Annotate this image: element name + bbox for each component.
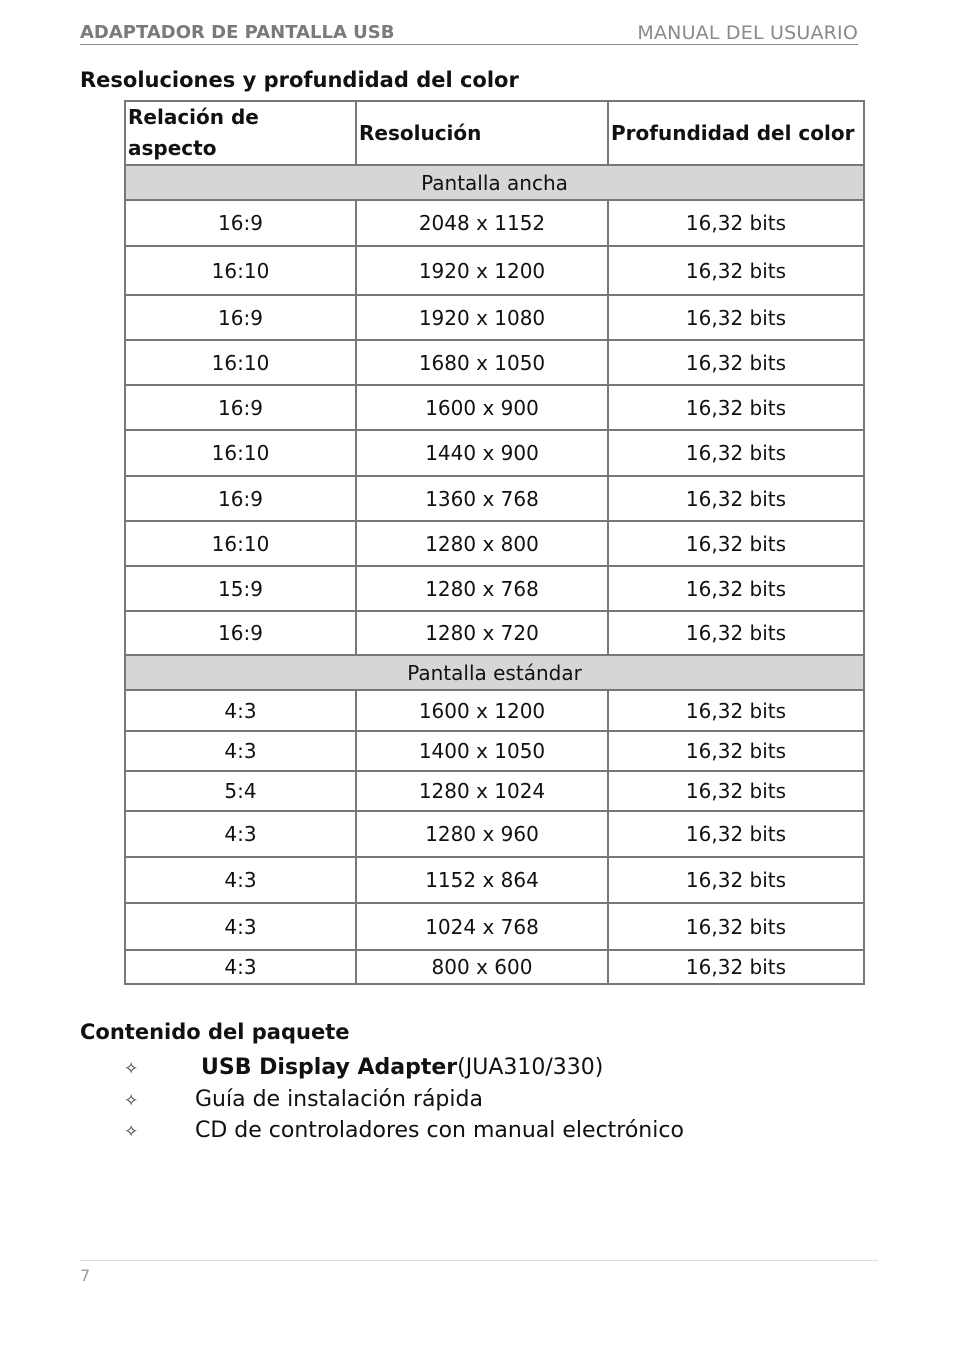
cell-resolution: 1280 x 960 (356, 811, 608, 857)
table-row (125, 430, 864, 476)
table-group-label: Pantalla ancha (125, 165, 864, 200)
package-title: Contenido del paquete (80, 1020, 350, 1044)
cell-resolution: 1440 x 900 (356, 430, 608, 476)
cell-color-depth: 16,32 bits (608, 521, 864, 566)
table-row (125, 903, 864, 950)
table-row (125, 521, 864, 566)
cell-resolution: 1680 x 1050 (356, 340, 608, 385)
header-aspect-ratio: Relación de aspecto (125, 101, 356, 165)
cell-color-depth: 16,32 bits (608, 611, 864, 655)
page-number: 7 (80, 1266, 91, 1285)
package-item (124, 1115, 684, 1147)
sparkle-bullet-icon: ✧ (124, 1090, 139, 1111)
header-resolution: Resolución (356, 101, 608, 165)
cell-color-depth: 16,32 bits (608, 200, 864, 246)
cell-color-depth: 16,32 bits (608, 476, 864, 521)
resolution-table (124, 100, 865, 985)
cell-resolution: 1920 x 1200 (356, 246, 608, 295)
cell-resolution: 1280 x 800 (356, 521, 608, 566)
cell-aspect-ratio: 5:4 (125, 771, 356, 811)
cell-aspect-ratio: 16:9 (125, 200, 356, 246)
footer-divider (80, 1260, 878, 1261)
package-item-bold: USB Display Adapter (201, 1055, 458, 1080)
table-row (125, 476, 864, 521)
cell-aspect-ratio: 16:9 (125, 385, 356, 430)
table-row (125, 200, 864, 246)
table-row (125, 611, 864, 655)
cell-aspect-ratio: 4:3 (125, 903, 356, 950)
package-item-text: (JUA310/330) (457, 1055, 604, 1080)
cell-aspect-ratio: 4:3 (125, 690, 356, 731)
cell-aspect-ratio: 4:3 (125, 857, 356, 903)
sparkle-bullet-icon: ✧ (124, 1122, 139, 1142)
package-item-text: CD de controladores con manual electrónico (195, 1118, 684, 1143)
cell-resolution: 1280 x 768 (356, 566, 608, 611)
cell-resolution: 1024 x 768 (356, 903, 608, 950)
table-row (125, 731, 864, 771)
cell-resolution: 800 x 600 (356, 950, 608, 984)
cell-color-depth: 16,32 bits (608, 246, 864, 295)
table-group-row (125, 165, 864, 200)
cell-resolution: 1400 x 1050 (356, 731, 608, 771)
table-body (125, 165, 864, 984)
table-row (125, 246, 864, 295)
package-item-text: Guía de instalación rápida (195, 1086, 483, 1112)
package-list (124, 1052, 684, 1147)
cell-color-depth: 16,32 bits (608, 903, 864, 950)
package-item (124, 1084, 483, 1116)
cell-resolution: 1360 x 768 (356, 476, 608, 521)
cell-aspect-ratio: 16:9 (125, 611, 356, 655)
cell-aspect-ratio: 4:3 (125, 950, 356, 984)
cell-resolution: 1280 x 720 (356, 611, 608, 655)
table-row (125, 340, 864, 385)
cell-aspect-ratio: 16:10 (125, 340, 356, 385)
cell-color-depth: 16,32 bits (608, 811, 864, 857)
table-row (125, 811, 864, 857)
table-row (125, 771, 864, 811)
cell-resolution: 1600 x 900 (356, 385, 608, 430)
page-header (80, 20, 858, 45)
table-group-row (125, 655, 864, 690)
table-row (125, 385, 864, 430)
cell-aspect-ratio: 16:10 (125, 521, 356, 566)
table-row (125, 857, 864, 903)
cell-resolution: 1152 x 864 (356, 857, 608, 903)
table-group-label: Pantalla estándar (125, 655, 864, 690)
cell-resolution: 1600 x 1200 (356, 690, 608, 731)
sparkle-bullet-icon: ✧ (124, 1059, 139, 1079)
table-row (125, 566, 864, 611)
cell-color-depth: 16,32 bits (608, 771, 864, 811)
cell-resolution: 1280 x 1024 (356, 771, 608, 811)
cell-aspect-ratio: 16:9 (125, 476, 356, 521)
cell-aspect-ratio: 16:10 (125, 246, 356, 295)
cell-aspect-ratio: 15:9 (125, 566, 356, 611)
cell-aspect-ratio: 16:9 (125, 295, 356, 340)
header-manual-title: MANUAL DEL USUARIO (637, 22, 858, 44)
cell-color-depth: 16,32 bits (608, 340, 864, 385)
section-title: Resoluciones y profundidad del color (80, 68, 519, 92)
table-row (125, 690, 864, 731)
cell-color-depth: 16,32 bits (608, 690, 864, 731)
cell-aspect-ratio: 16:10 (125, 430, 356, 476)
cell-color-depth: 16,32 bits (608, 950, 864, 984)
header-color-depth: Profundidad del color (608, 101, 864, 165)
cell-aspect-ratio: 4:3 (125, 731, 356, 771)
cell-color-depth: 16,32 bits (608, 295, 864, 340)
table-row (125, 950, 864, 984)
cell-color-depth: 16,32 bits (608, 566, 864, 611)
header-product-title: ADAPTADOR DE PANTALLA USB (80, 22, 395, 43)
cell-resolution: 1920 x 1080 (356, 295, 608, 340)
table-row (125, 295, 864, 340)
cell-color-depth: 16,32 bits (608, 857, 864, 903)
cell-resolution: 2048 x 1152 (356, 200, 608, 246)
cell-aspect-ratio: 4:3 (125, 811, 356, 857)
cell-color-depth: 16,32 bits (608, 385, 864, 430)
table-header-row (125, 101, 864, 165)
package-item (124, 1052, 604, 1084)
cell-color-depth: 16,32 bits (608, 731, 864, 771)
cell-color-depth: 16,32 bits (608, 430, 864, 476)
